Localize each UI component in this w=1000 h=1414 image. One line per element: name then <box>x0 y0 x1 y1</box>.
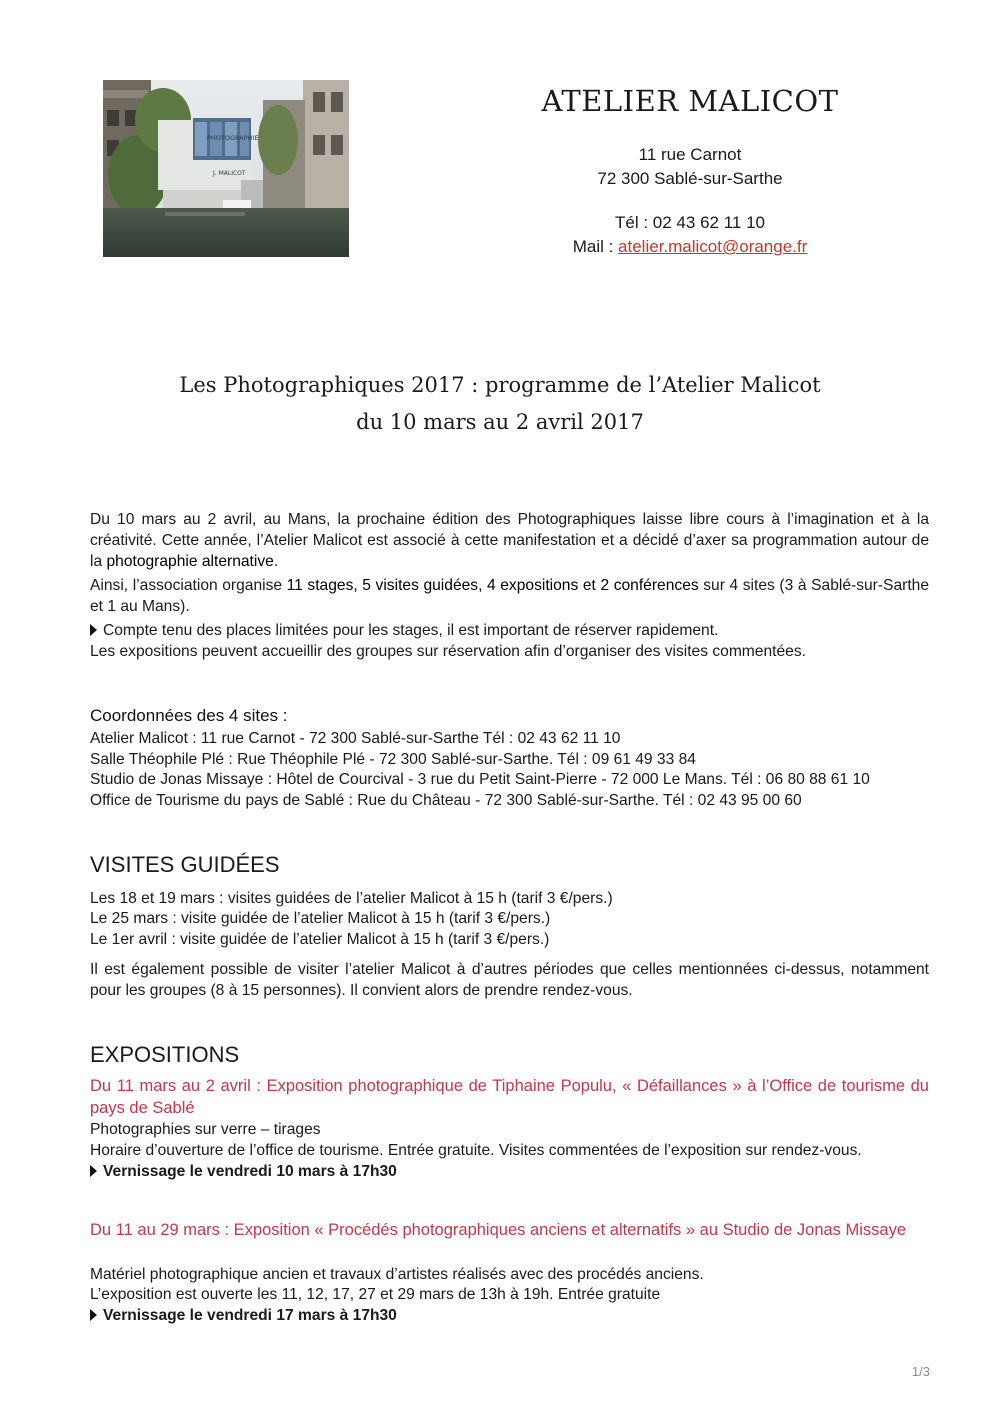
intro-paragraph-4: Les expositions peuvent accueillir des groupes sur réservation afin d’organiser des visites commentées. <box>90 643 806 660</box>
intro-3-text: Compte tenu des places limitées pour les stages, il est important de réserver rapidement. <box>103 622 719 639</box>
atelier-photo-illustration <box>103 80 349 257</box>
vernissage-text: Vernissage le vendredi 17 mars à 17h30 <box>103 1307 397 1324</box>
intro-paragraph-2 <box>90 575 929 617</box>
exposition-detail: L’exposition est ouverte les 11, 12, 17, 27 et 29 mars de 13h à 19h. Entrée gratuite <box>90 1286 661 1303</box>
address-line-1: 11 rue Carnot <box>638 145 742 164</box>
page-number: 1/3 <box>911 1364 930 1379</box>
intro-text: Du 10 mars au 2 avril, au Mans, la prochaine édition des Photographiques laisse libre cours à l’imagination et à la créativité. Cette année, l’Atelier Malicot est associé à cette manifestation et a décidé d’axer sa programmation autour de la <box>90 511 929 571</box>
program-dates: du 10 mars au 2 avril 2017 <box>356 410 644 434</box>
site-item: Studio de Jonas Missaye : Hôtel de Courcival - 3 rue du Petit Saint-Pierre - 72 000 Le Mans. Tél : 06 80 88 61 10 <box>90 771 870 788</box>
arrow-right-icon <box>90 624 97 636</box>
exposition-detail: Matériel photographique ancien et travaux d’artistes réalisés avec des procédés anciens. <box>90 1266 704 1283</box>
arrow-right-icon <box>90 1309 97 1321</box>
intro-period: . <box>273 553 279 571</box>
visites-note: Il est également possible de visiter l’atelier Malicot à d’autres périodes que celles mentionnées ci-dessus, notamment pour les groupes (8 à 15 personnes). Il convient alors de prendre rendez-vous. <box>90 961 929 1000</box>
exposition-vernissage <box>90 1161 950 1182</box>
exposition-title: Du 11 mars au 2 avril : Exposition photographique de Tiphaine Populu, « Défaillances » à l’Office de tourisme du pays de Sablé <box>90 1077 929 1117</box>
expositions-heading: EXPOSITIONS <box>90 1042 240 1067</box>
intro-paragraph-3 <box>90 620 950 641</box>
mail-link[interactable]: atelier.malicot@orange.fr <box>618 237 808 256</box>
intro-2-end: sur 4 sites (3 à Sablé-sur-Sarthe et 1 au Mans). <box>90 577 929 616</box>
exposition-title: Du 11 au 29 mars : Exposition « Procédés photographiques anciens et alternatifs » au Studio de Jonas Missaye <box>90 1221 907 1239</box>
address-line-2: 72 300 Sablé-sur-Sarthe <box>597 169 783 188</box>
visite-item: Le 1er avril : visite guidée de l’atelier Malicot à 15 h (tarif 3 €/pers.) <box>90 931 550 948</box>
exposition-detail: Horaire d’ouverture de l’office de tourisme. Entrée gratuite. Visites commentées de l’exposition sur rendez-vous. <box>90 1142 862 1159</box>
photo-sign-1: PHOTOGRAPHIE <box>207 134 259 142</box>
mail-label: Mail : <box>572 237 619 256</box>
exposition-detail: Photographies sur verre – tirages <box>90 1121 321 1138</box>
atelier-photo <box>103 80 349 257</box>
exposition-vernissage <box>90 1305 950 1326</box>
program-title: Les Photographiques 2017 : programme de l’Atelier Malicot <box>179 373 821 397</box>
sites-heading: Coordonnées des 4 sites : <box>90 706 288 725</box>
vernissage-text: Vernissage le vendredi 10 mars à 17h30 <box>103 1163 397 1180</box>
mail-line <box>520 237 860 257</box>
atelier-name: ATELIER MALICOT <box>541 84 839 118</box>
intro-2-text: Ainsi, l’association organise <box>90 577 287 594</box>
arrow-right-icon <box>90 1165 97 1177</box>
site-item: Office de Tourisme du pays de Sablé : Rue du Château - 72 300 Sablé-sur-Sarthe. Tél : 02 43 95 00 60 <box>90 792 802 809</box>
intro-highlight: photographie alternative <box>106 553 274 571</box>
visite-item: Le 25 mars : visite guidée de l’atelier Malicot à 15 h (tarif 3 €/pers.) <box>90 910 551 927</box>
phone-line: Tél : 02 43 62 11 10 <box>615 213 765 232</box>
site-item: Atelier Malicot : 11 rue Carnot - 72 300 Sablé-sur-Sarthe Tél : 02 43 62 11 10 <box>90 730 621 747</box>
intro-paragraph-1 <box>90 509 929 573</box>
visites-heading: VISITES GUIDÉES <box>90 852 280 877</box>
photo-sign-2: J. MALICOT <box>213 170 246 177</box>
intro-2-highlight: 11 stages, 5 visites guidées, 4 expositions et 2 conférences <box>286 577 699 594</box>
site-item: Salle Théophile Plé : Rue Théophile Plé - 72 300 Sablé-sur-Sarthe. Tél : 09 61 49 33 84 <box>90 751 696 768</box>
visite-item: Les 18 et 19 mars : visites guidées de l’atelier Malicot à 15 h (tarif 3 €/pers.) <box>90 890 613 907</box>
